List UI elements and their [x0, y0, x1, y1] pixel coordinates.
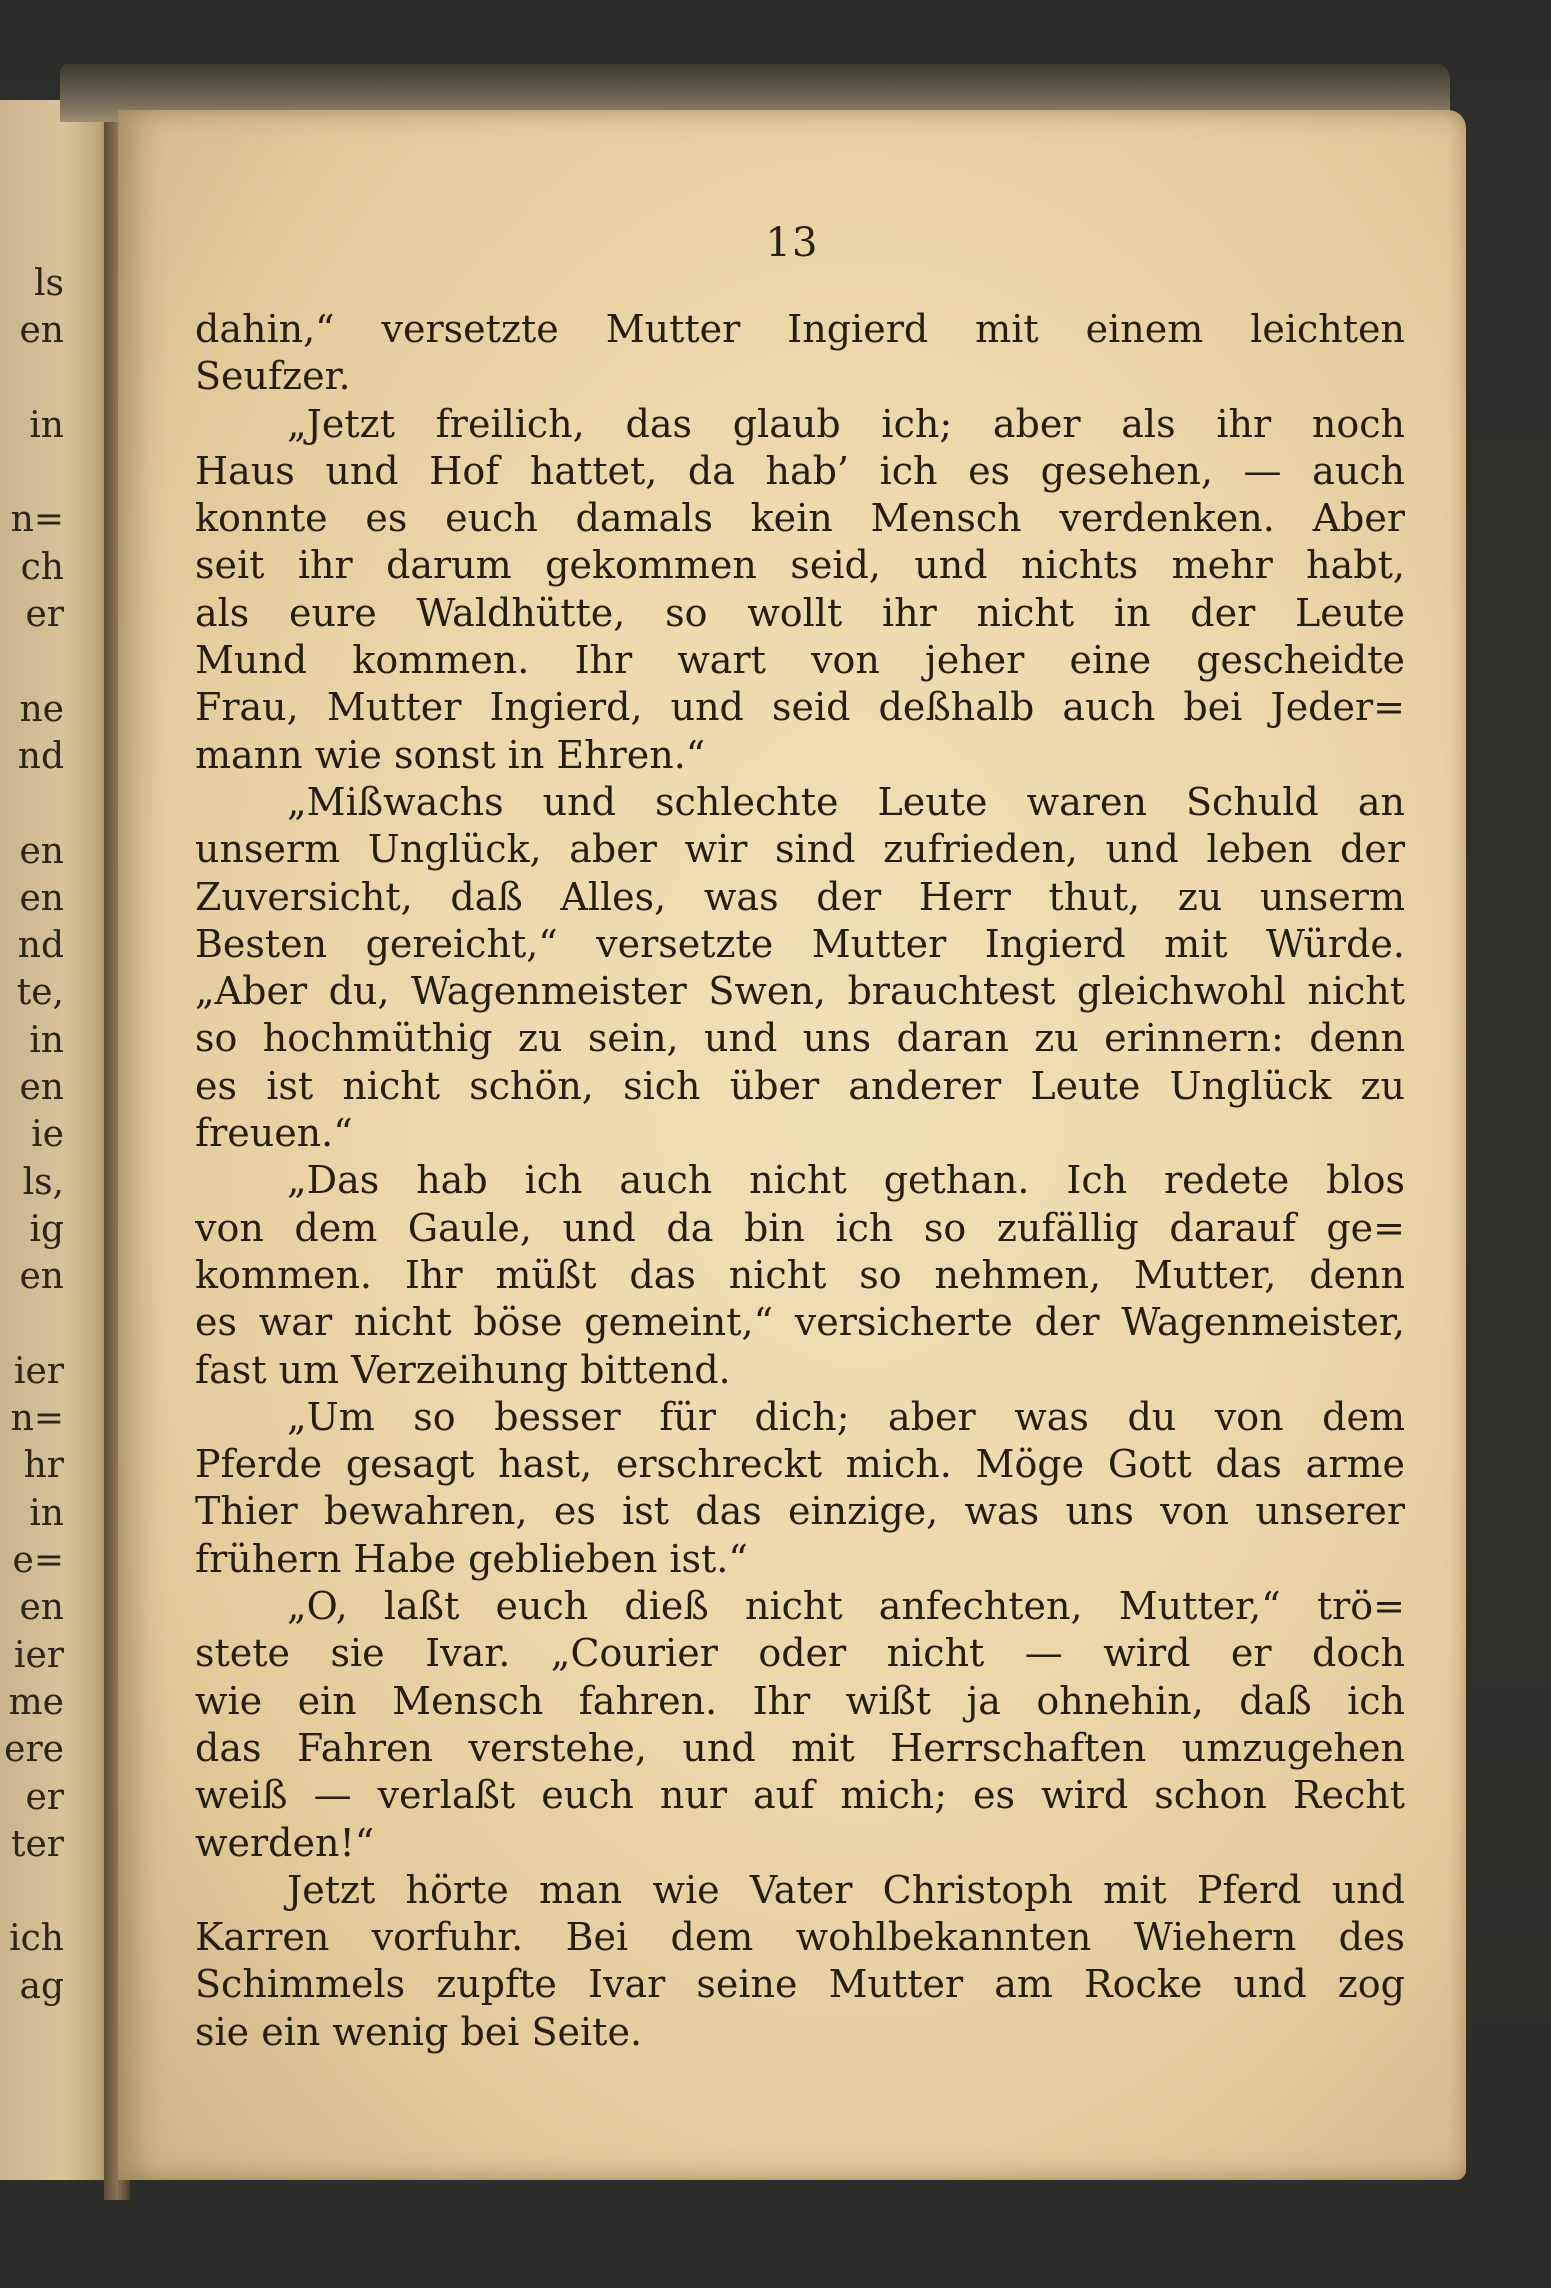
left-page-fragment: hr	[23, 1445, 64, 1487]
text-line: dahin,“ versetzte Mutter Ingierd mit einem leichten	[195, 307, 1405, 351]
text-line: „Mißwachs und schlechte Leute waren Schuld an	[287, 779, 1405, 824]
text-line: es ist nicht schön, sich über anderer Leute Unglück zu	[195, 1063, 1405, 1108]
text-line: werden!“	[195, 1820, 375, 1865]
left-page-fragment	[0, 355, 64, 402]
text-line: „O, laßt euch dieß nicht anfechten, Mutter,“ trö=	[287, 1584, 1405, 1629]
left-page-fragment: ie	[31, 1114, 64, 1156]
text-line: wie ein Mensch fahren. Ihr wißt ja ohnehin, daß ich	[195, 1678, 1405, 1723]
left-page-fragments	[0, 260, 64, 2010]
text-line: Zuversicht, daß Alles, was der Herr thut, zu unserm	[195, 874, 1405, 919]
text-line: frühern Habe geblieben ist.“	[195, 1536, 748, 1581]
text-line: Mund kommen. Ihr wart von jeher eine gescheidte	[195, 638, 1405, 683]
text-line: Haus und Hof hattet, da hab’ ich es gesehen, — auch	[195, 448, 1405, 493]
text-line: konnte es euch damals kein Mensch verdenken. Aber	[195, 496, 1405, 541]
text-line: kommen. Ihr müßt das nicht so nehmen, Mutter, denn	[195, 1252, 1405, 1297]
text-line: von dem Gaule, und da bin ich so zufällig darauf ge=	[195, 1205, 1405, 1250]
left-page-fragment: nd	[17, 735, 64, 777]
left-page-fragment: ter	[11, 1823, 64, 1865]
text-line: sie ein wenig bei Seite.	[195, 2009, 643, 2054]
text-line: Pferde gesagt hast, erschreckt mich. Möge Gott das arme	[195, 1442, 1405, 1487]
text-line: seit ihr darum gekommen seid, und nichts mehr habt,	[195, 543, 1405, 588]
left-page-fragment: en	[19, 877, 64, 919]
left-page-fragment: in	[29, 404, 64, 446]
text-line: als eure Waldhütte, so wollt ihr nicht in der Leute	[195, 590, 1405, 635]
text-line: weiß — verlaßt euch nur auf mich; es wird schon Recht	[195, 1773, 1405, 1818]
left-page-fragment: er	[25, 594, 64, 636]
text-line: das Fahren verstehe, und mit Herrschaften umzugehen	[195, 1725, 1405, 1770]
left-page-fragment	[0, 1301, 64, 1348]
text-line: Frau, Mutter Ingierd, und seid deßhalb auch bei Jeder=	[195, 685, 1405, 730]
left-page-fragment: nd	[17, 925, 64, 967]
left-page-fragment: en	[19, 1256, 64, 1298]
text-line: es war nicht böse gemeint,“ versicherte der Wagenmeister,	[195, 1300, 1405, 1345]
left-page-fragment: en	[19, 1587, 64, 1629]
text-line: „Das hab ich auch nicht gethan. Ich redete blos	[287, 1158, 1405, 1203]
page-number: 13	[765, 220, 819, 266]
left-page-fragment: ich	[9, 1918, 64, 1960]
left-page-fragment: te,	[16, 972, 64, 1014]
left-page-fragment	[0, 638, 64, 685]
left-page-fragment: ls,	[22, 1161, 64, 1203]
left-page-fragment: ls	[34, 263, 64, 304]
text-line: unserm Unglück, aber wir sind zufrieden, und leben der	[195, 827, 1405, 872]
left-page-fragment: en	[19, 830, 64, 872]
text-line: stete sie Ivar. „Courier oder nicht — wird er doch	[195, 1631, 1405, 1676]
left-page-fragment: ier	[13, 1634, 64, 1676]
left-page-fragment: e=	[12, 1540, 64, 1582]
page-text	[195, 306, 1405, 2056]
text-line: Jetzt hörte man wie Vater Christoph mit Pferd und	[287, 1867, 1405, 1912]
left-page-fragment: n=	[10, 499, 64, 541]
left-page-fragment: in	[29, 1019, 64, 1061]
left-page-fragment: ag	[19, 1965, 64, 2007]
text-line: Thier bewahren, es ist das einzige, was uns von unserer	[195, 1489, 1405, 1534]
text-line: fast um Verzeihung bittend.	[195, 1347, 731, 1392]
left-page-fragment: n=	[10, 1398, 64, 1440]
text-line: mann wie sonst in Ehren.“	[195, 732, 706, 777]
left-page-fragment: en	[19, 1067, 64, 1109]
text-line: so hochmüthig zu sein, und uns daran zu erinnern: denn	[195, 1016, 1405, 1061]
left-page-fragment: ier	[13, 1350, 64, 1392]
text-line: Schimmels zupfte Ivar seine Mutter am Rocke und zog	[195, 1962, 1405, 2007]
text-line: „Aber du, Wagenmeister Swen, brauchtest gleichwohl nicht	[195, 969, 1405, 1014]
left-page-fragment	[0, 449, 64, 496]
text-line: Seufzer.	[195, 354, 351, 399]
left-page-fragment: er	[25, 1776, 64, 1818]
left-page-fragment: ch	[20, 546, 64, 588]
left-page-fragment	[0, 780, 64, 827]
text-line: Besten gereicht,“ versetzte Mutter Ingierd mit Würde.	[195, 921, 1405, 966]
text-line: „Jetzt freilich, das glaub ich; aber als ihr noch	[287, 401, 1405, 446]
left-page-edge	[0, 100, 118, 2180]
left-page-fragment: me	[8, 1681, 64, 1723]
text-line: Karren vorfuhr. Bei dem wohlbekannten Wiehern des	[195, 1915, 1405, 1960]
text-line: „Um so besser für dich; aber was du von dem	[287, 1394, 1405, 1439]
left-page-fragment: in	[29, 1492, 64, 1534]
left-page-fragment: en	[19, 310, 64, 352]
left-page-fragment	[0, 1868, 64, 1915]
book-page	[118, 110, 1466, 2180]
left-page-fragment: ere	[4, 1729, 64, 1771]
left-page-fragment: ne	[19, 688, 64, 730]
left-page-fragment: ig	[29, 1208, 64, 1250]
text-line: freuen.“	[195, 1111, 353, 1156]
